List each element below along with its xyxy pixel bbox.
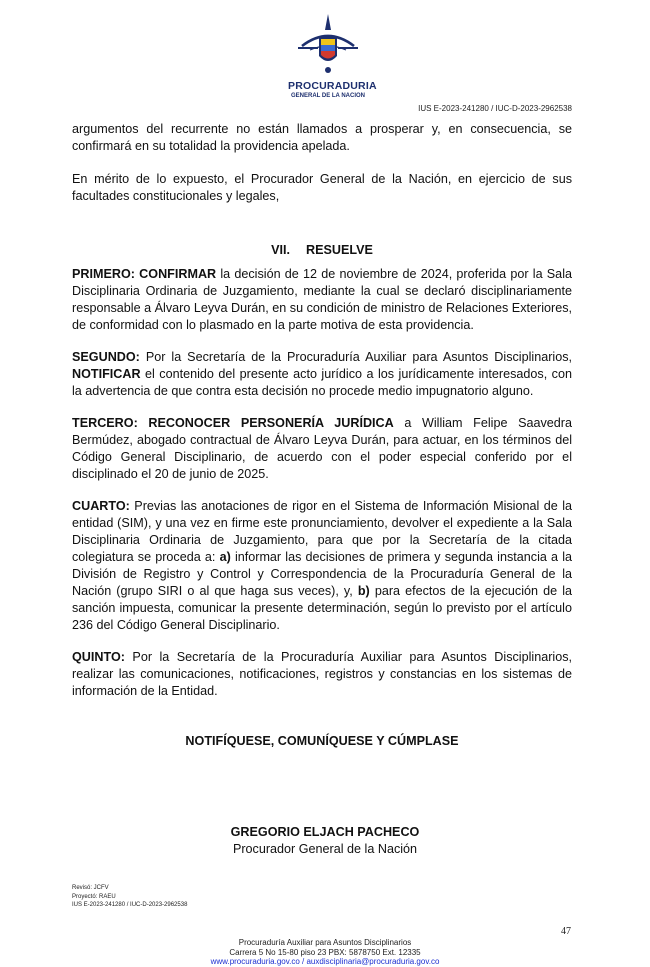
document-body bbox=[72, 121, 572, 750]
primero-text: la decisión de 12 de noviembre de 2024, proferida por la Sala Disciplinaria Ordinaria de Juzgamiento, mediante la cual se declaró disciplinariamente responsable a Álvaro Leyva Durán, en su condición de ministro de Relaciones Exteriores, de conformidad con lo plasmado en la parte motiva de esta providencia. bbox=[72, 267, 572, 332]
document-reference: IUS E-2023-241280 / IUC-D-2023-2962538 bbox=[418, 104, 572, 113]
logo-subtitle: GENERAL DE LA NACION bbox=[290, 93, 365, 99]
resolution-quinto bbox=[72, 649, 572, 700]
closing-formula: NOTIFÍQUESE, COMUNÍQUESE Y CÚMPLASE bbox=[185, 734, 459, 748]
section-heading bbox=[72, 242, 572, 259]
logo-title: PROCURADURIA bbox=[288, 80, 377, 92]
page-footer bbox=[0, 938, 650, 967]
footer-links[interactable]: www.procuraduria.gov.co / auxdisciplinaria@procuraduria.gov.co bbox=[210, 957, 440, 967]
signer-name: GREGORIO ELJACH PACHECO bbox=[230, 825, 420, 839]
cuarto-text-1: Previas las anotaciones de rigor en el Sistema de Información Misional de la entidad (SIM), y una vez en firme este pronunciamiento, devolver el expediente a la Sala Disciplinaria Ordinaria de Juzgamiento, para que por la Secretaría de la citada colegiatura se proceda a: bbox=[72, 499, 572, 564]
resolution-cuarto bbox=[72, 498, 572, 634]
section-title: RESUELVE bbox=[305, 243, 373, 257]
cuarto-text-2: informar las decisiones de primera y segunda instancia a la División de Registro y Control y Correspondencia de la Procuraduría General de la Nación (grupo SIRI o al que haga sus veces), y, bbox=[72, 550, 573, 598]
resolution-segundo bbox=[72, 349, 572, 400]
quinto-text: Por la Secretaría de la Procuraduría Auxiliar para Asuntos Disciplinarios, realizar las comunicaciones, notificaciones, registros y constancias en los sistemas de información de la Entidad. bbox=[72, 650, 572, 698]
page-number: 47 bbox=[561, 926, 571, 937]
signer-title: Procurador General de la Nación bbox=[232, 842, 418, 856]
tercero-lead: TERCERO: RECONOCER PERSONERÍA JURÍDICA bbox=[72, 416, 394, 430]
cuarto-text-3: para efectos de la ejecución de la sanción impuesta, comunicar la presente determinación, según lo previsto por el artículo 236 del Código General Disciplinario. bbox=[72, 584, 572, 632]
segundo-notificar: NOTIFICAR bbox=[72, 367, 141, 381]
cuarto-item-b: b) bbox=[357, 584, 370, 598]
primero-lead: PRIMERO: CONFIRMAR bbox=[72, 267, 217, 281]
cuarto-item-a: a) bbox=[219, 550, 231, 564]
resolution-tercero bbox=[72, 415, 572, 483]
reviso-note: Revisó: JCFV bbox=[72, 885, 109, 891]
revision-notes bbox=[72, 884, 187, 910]
quinto-lead: QUINTO: bbox=[72, 650, 125, 664]
cuarto-lead: CUARTO: bbox=[72, 499, 130, 513]
section-number: VII. bbox=[271, 243, 290, 257]
segundo-text-2: el contenido del presente acto jurídico a los jurídicamente interesados, con la advertencia de que contra esta decisión no procede medio impugnatorio alguno. bbox=[72, 367, 572, 398]
reference-note: IUS E-2023-241280 / IUC-D-2023-2962538 bbox=[72, 902, 188, 909]
resolution-primero bbox=[72, 266, 572, 334]
signature-block bbox=[0, 824, 650, 858]
shield-emblem-icon bbox=[288, 12, 368, 80]
footer-address: Carrera 5 No 15-80 piso 23 PBX: 5878750 Ext. 12335 bbox=[229, 947, 421, 957]
paragraph-conclusion: argumentos del recurrente no están llamados a prosperar y, en consecuencia, se confirmará en su totalidad la providencia apelada. bbox=[72, 122, 572, 153]
segundo-text-1: Por la Secretaría de la Procuraduría Auxiliar para Asuntos Disciplinarios, bbox=[139, 350, 572, 364]
proyecto-note: Proyectó: RAEU bbox=[72, 893, 116, 900]
footer-office: Procuraduría Auxiliar para Asuntos Disciplinarios bbox=[238, 938, 412, 947]
procuraduria-logo bbox=[288, 12, 377, 104]
segundo-lead: SEGUNDO: bbox=[72, 350, 140, 364]
tercero-text: a William Felipe Saavedra Bermúdez, abogado contractual de Álvaro Leyva Durán, para actuar, en los términos del Código General Disciplinario, de acuerdo con el poder especial conferido por el disciplinado el 20 de junio de 2025. bbox=[72, 416, 572, 481]
paragraph-merito: En mérito de lo expuesto, el Procurador General de la Nación, en ejercicio de sus facultades constitucionales y legales, bbox=[72, 172, 572, 203]
